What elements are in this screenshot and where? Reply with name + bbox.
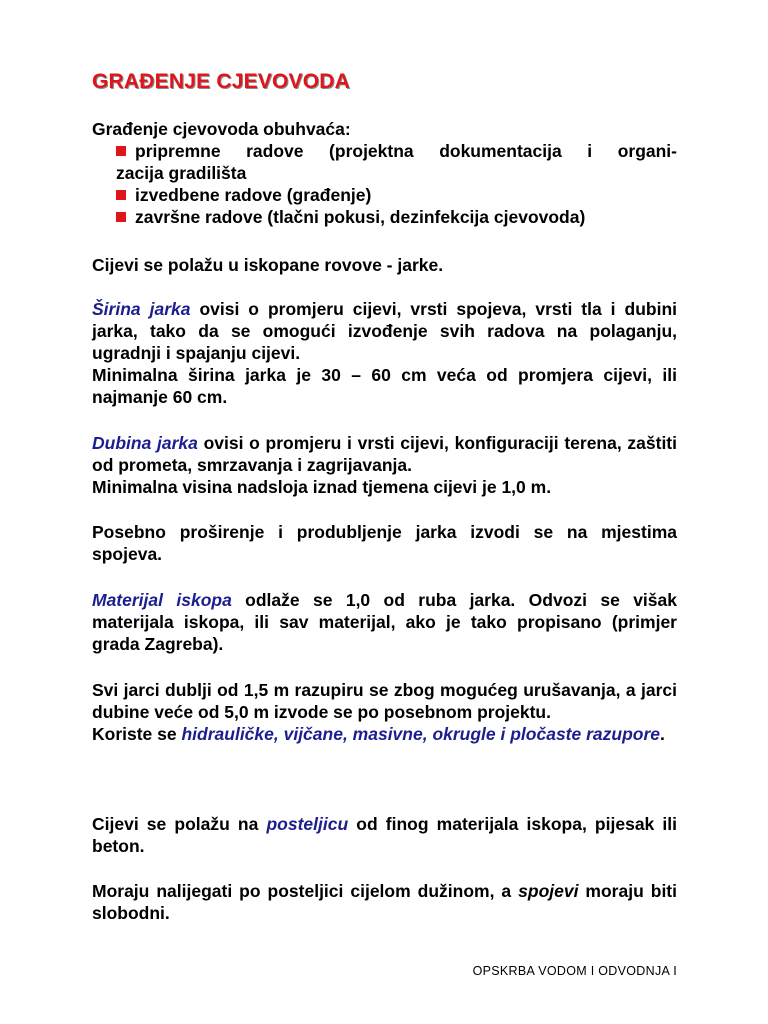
paragraph-text: odlaže se 1,0 od ruba jarka. Odvozi se višak materijala iskopa, ili sav materijal, ako je tako propisano (primjer grada Zagreba). [92, 590, 677, 654]
paragraph-text: Cijevi se polažu na [92, 814, 267, 834]
paragraph: Cijevi se polažu u iskopane rovove - jarke. [92, 255, 444, 275]
list-item [92, 184, 677, 206]
bullet-square-icon [116, 146, 126, 156]
paragraph-dubina [92, 432, 677, 498]
term: hidrauličke, vijčane, masivne, okrugle i pločaste razupore [181, 724, 660, 744]
paragraph-posteljica [92, 813, 677, 857]
paragraph-text: ovisi o promjeru cijevi, vrsti spojeva, vrsti tla i dubini jarka, tako da se omogući izvođenje svih radova na polaganju, ugradnji i spajanju cijevi. [92, 299, 677, 363]
list-item [92, 140, 677, 162]
paragraph-text: . [660, 724, 665, 744]
paragraph-razupiranje [92, 679, 677, 745]
list-item-text: završne radove (tlačni pokusi, dezinfekcija cjevovoda) [135, 207, 586, 227]
list-item-text: pripremne radove (projektna dokumentacija i organi- [135, 141, 677, 161]
term: Materijal iskopa [92, 590, 232, 610]
paragraph-text: od finog materijala iskopa, pijesak ili beton. [92, 814, 677, 856]
bullet-square-icon [116, 212, 126, 222]
paragraph: Posebno proširenje i produbljenje jarka izvodi se na mjestima spojeva. [92, 522, 677, 564]
paragraph-text: Minimalna visina nadsloja iznad tjemena cijevi je 1,0 m. [92, 477, 552, 497]
list-item-text: izvedbene radove (građenje) [135, 185, 372, 205]
paragraph-text: Svi jarci dublji od 1,5 m razupiru se zbog mogućeg urušavanja, a jarci dubine veće od 5,0 m izvode se po posebnom projektu. [92, 680, 677, 722]
term: Širina jarka [92, 299, 191, 319]
page-title: GRAĐENJE CJEVOVODA [92, 70, 350, 93]
bullet-square-icon [116, 190, 126, 200]
paragraph-text: Minimalna širina jarka je 30 – 60 cm veća od promjera cijevi, ili najmanje 60 cm. [92, 365, 677, 407]
paragraph-text: ovisi o promjeru i vrsti cijevi, konfiguraciji terena, zaštiti od prometa, smrzavanja i zagrijavanja. [92, 433, 677, 475]
paragraph-text: Koriste se [92, 724, 182, 744]
term: Dubina jarka [92, 433, 198, 453]
term: posteljicu [266, 814, 349, 834]
paragraph-text: Moraju nalijegati po posteljici cijelom dužinom, a [92, 881, 519, 901]
list-item [92, 206, 677, 228]
paragraph-sirina [92, 298, 677, 408]
paragraph-spojevi [92, 880, 677, 924]
intro-section [92, 118, 677, 228]
intro-lead: Građenje cjevovoda obuhvaća: [92, 119, 351, 139]
paragraph-materijal [92, 589, 677, 655]
paragraph-text: moraju biti slobodni. [92, 881, 677, 923]
list-item-continuation: zacija gradilišta [116, 163, 247, 183]
footer: OPSKRBA VODOM I ODVODNJA I [472, 964, 677, 978]
term: spojevi [518, 881, 579, 901]
